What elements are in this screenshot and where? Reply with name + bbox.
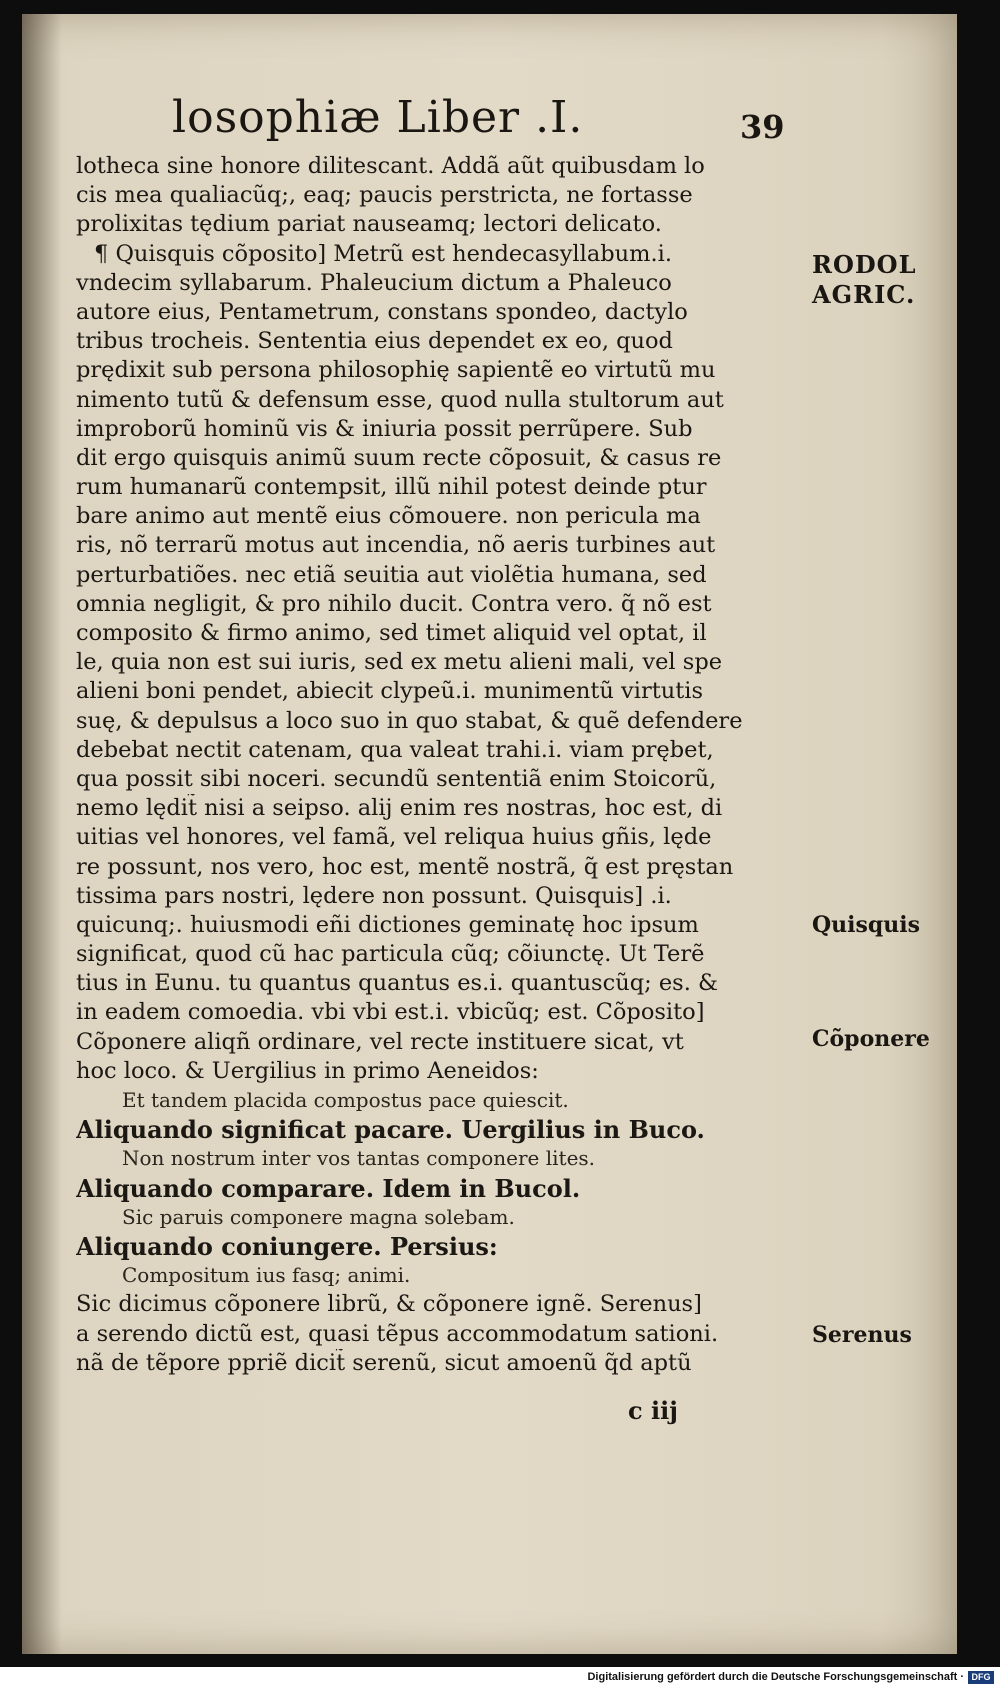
text-line: ris, nõ terrarũ motus aut incendia, nõ aeris turbines aut: [76, 532, 716, 559]
text-line: Non nostrum inter vos tantas componere lites.: [122, 1146, 596, 1171]
text-line: prolixitas tędium pariat nauseamq; lectori delicato.: [76, 211, 662, 238]
text-line: debebat nectit catenam, qua valeat trahi.i. viam prębet,: [76, 736, 714, 763]
text-line: le, quia non est sui iuris, sed ex metu alieni mali, vel spe: [76, 649, 723, 676]
footer-strip: [0, 1667, 1000, 1691]
marginal-note-serenus: Serenus: [812, 1322, 912, 1348]
text-line: suę, & depulsus a loco suo in quo stabat, & quẽ defendere: [76, 707, 743, 734]
text-line: re possunt, nos vero, hoc est, mentẽ nostrã, q̃ est pręstan: [76, 853, 734, 880]
dfg-logo: DFG: [968, 1671, 994, 1684]
text-line: rum humanarũ contempsit, illũ nihil potest deinde ptur: [76, 474, 707, 501]
text-line: nimento tutũ & defensum esse, quod nulla stultorum aut: [76, 386, 724, 413]
main-text-block: [76, 152, 796, 1378]
text-line: a serendo dictũ est, quasi tẽpus accommodatum sationi.: [76, 1320, 719, 1347]
text-line: prędixit sub persona philosophię sapientẽ eo virtutũ mu: [76, 357, 716, 384]
text-line: tius in Eunu. tu quantus quantus es.i. quantuscũq; es. &: [76, 970, 719, 997]
text-line: Aliquando significat pacare. Uergilius in Buco.: [76, 1115, 705, 1145]
marginal-note-rodol: RODOL: [812, 250, 917, 279]
text-line: autore eius, Pentametrum, constans spondeo, dactylo: [76, 298, 688, 325]
text-line: alieni boni pendet, abiecit clypeũ.i. munimentũ virtutis: [76, 678, 704, 705]
text-line: tribus trocheis. Sententia eius dependet ex eo, quod: [76, 328, 673, 355]
text-line: omnia negligit, & pro nihilo ducit. Contra vero. q̃ nõ est: [76, 590, 712, 617]
text-line: quicunq;. huiusmodi eñi dictiones geminatę hoc ipsum: [76, 911, 699, 938]
text-line: improborũ hominũ vis & iniuria possit perrũpere. Sub: [76, 415, 693, 442]
text-line: nã de tẽpore ppriẽ dicit̃ serenũ, sicut amoenũ q̃d aptũ: [76, 1349, 692, 1376]
signature-mark: c iij: [628, 1396, 678, 1425]
text-line: uitias vel honores, vel famã, vel reliqua huius gñis, lęde: [76, 824, 712, 851]
text-line: vndecim syllabarum. Phaleucium dictum a Phaleuco: [76, 269, 672, 296]
marginal-note-coponere: Cõponere: [812, 1026, 930, 1052]
text-line: tissima pars nostri, lędere non possunt. Quisquis] .i.: [76, 882, 672, 909]
marginal-note-agric: AGRIC.: [812, 280, 916, 309]
text-line: Aliquando comparare. Idem in Bucol.: [76, 1173, 581, 1203]
running-head: losophiæ Liber .I.: [172, 92, 584, 143]
marginal-note-quisquis: Quisquis: [812, 912, 921, 938]
text-line: significat, quod cũ hac particula cũq; cõiunctę. Ut Terẽ: [76, 941, 705, 968]
text-line: dit ergo quisquis animũ suum recte cõposuit, & casus re: [76, 444, 722, 471]
text-line: Cõponere aliqñ ordinare, vel recte instituere sicat, vt: [76, 1028, 684, 1055]
footer-credit: Digitalisierung gefördert durch die Deutsche Forschungsgemeinschaft ·: [587, 1671, 964, 1683]
text-line: perturbatiões. nec etiã seuitia aut violẽtia humana, sed: [76, 561, 707, 588]
text-line: qua possit sibi noceri. secundũ sententiã enim Stoicorũ,: [76, 765, 717, 792]
text-line: Aliquando coniungere. Persius:: [76, 1231, 498, 1261]
text-line: lotheca sine honore dilitescant. Addã aũt quibusdam lo: [76, 153, 705, 179]
gutter-shadow: [22, 14, 62, 1654]
text-line: ¶ Quisquis cõposito] Metrũ est hendecasyllabum.i.: [94, 240, 672, 267]
text-line: Compositum ius fasq; animi.: [122, 1263, 411, 1288]
text-line: Sic paruis componere magna solebam.: [122, 1204, 515, 1229]
text-line: nemo lędit̃ nisi a seipso. alij enim res nostras, hoc est, di: [76, 795, 723, 822]
text-line: Et tandem placida compostus pace quiescit.: [122, 1088, 569, 1112]
text-line: Sic dicimus cõponere librũ, & cõponere ignẽ. Serenus]: [76, 1291, 702, 1318]
text-line: hoc loco. & Uergilius in primo Aeneidos:: [76, 1057, 539, 1084]
folio-number: 39: [740, 108, 785, 146]
text-line: in eadem comoedia. vbi vbi est.i. vbicũq; est. Cõposito]: [76, 999, 705, 1026]
text-line: composito & firmo animo, sed timet aliquid vel optat, il: [76, 620, 707, 646]
text-line: bare animo aut mentẽ eius cõmouere. non pericula ma: [76, 503, 701, 530]
text-line: cis mea qualiacũq;, eaq; paucis perstricta, ne fortasse: [76, 182, 693, 209]
